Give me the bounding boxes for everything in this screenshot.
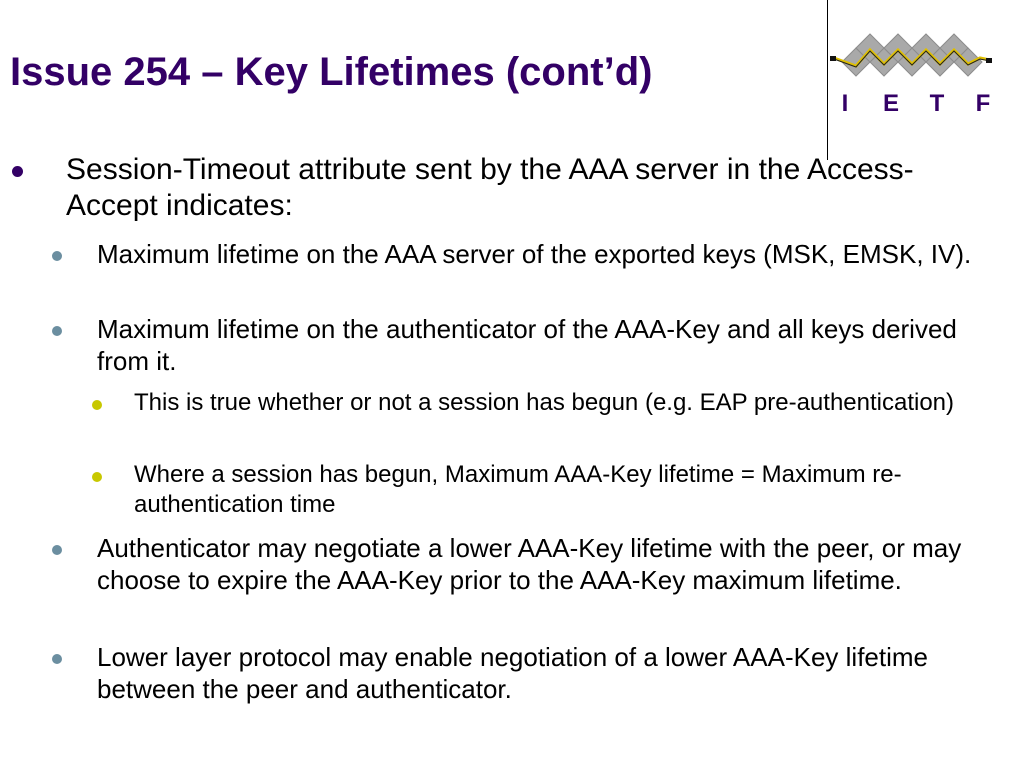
bullet-text: This is true whether or not a session has begun (e.g. EAP pre-authentication): [134, 389, 955, 416]
bullet-dot: [92, 472, 102, 482]
bullet-dot: [12, 166, 23, 177]
bullet-item: [66, 152, 986, 224]
logo-letter-e: E: [882, 90, 899, 117]
bullet-item: [97, 313, 977, 377]
bullet-text: Authenticator may negotiate a lower AAA-Key lifetime with the peer, or may choose to expire the AAA-Key prior to the AAA-Key maximum lifetime.: [97, 533, 962, 595]
slide-title: Issue 254 – Key Lifetimes (cont’d): [10, 50, 653, 94]
bullet-text: Lower layer protocol may enable negotiation of a lower AAA-Key lifetime between the peer and authenticator.: [97, 642, 928, 704]
bullet-item: [134, 460, 984, 520]
bullet-text: Session-Timeout attribute sent by the AAA server in the Access-Accept indicates:: [66, 153, 914, 222]
bullet-dot: [52, 545, 62, 555]
bullet-item: [134, 388, 984, 418]
bullet-dot: [52, 251, 62, 261]
logo-letter-i: I: [841, 90, 849, 117]
bullet-text: Maximum lifetime on the AAA server of the exported keys (MSK, EMSK, IV).: [97, 239, 972, 269]
bullet-text: Where a session has begun, Maximum AAA-Key lifetime = Maximum re-authentication time: [134, 461, 902, 518]
logo-letter-f: F: [975, 90, 991, 117]
bullet-dot: [92, 400, 102, 410]
bullet-text: Maximum lifetime on the authenticator of the AAA-Key and all keys derived from it.: [97, 314, 957, 376]
bullet-dot: [52, 654, 62, 664]
bullet-item: [97, 532, 977, 596]
logo-letter-t: T: [929, 90, 945, 117]
bullet-item: [97, 641, 977, 705]
bullet-dot: [52, 326, 62, 336]
bullet-item: [97, 238, 977, 270]
